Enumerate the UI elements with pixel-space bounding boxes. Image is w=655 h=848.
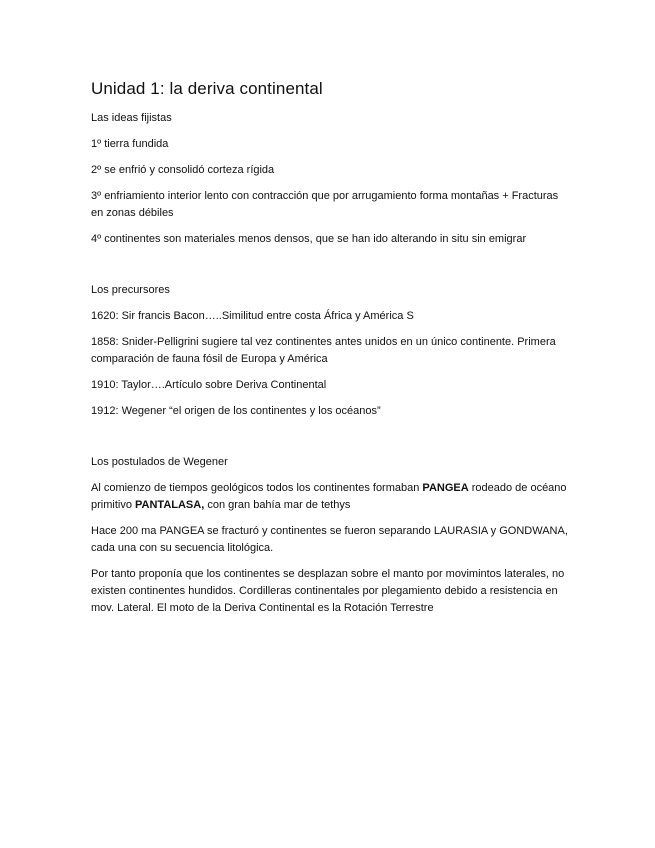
section-precursores <box>91 282 571 420</box>
paragraph-pangea <box>91 480 571 514</box>
document-page <box>91 78 571 626</box>
list-item: 3º enfriamiento interior lento con contracción que por arrugamiento forma montañas + Fracturas en zonas débiles <box>91 190 559 219</box>
text-run: rodeado de océano primitivo <box>91 482 567 511</box>
list-item: 1620: Sir francis Bacon…..Similitud entre costa África y América S <box>91 310 414 322</box>
list-item: 1912: Wegener “el origen de los continentes y los océanos” <box>91 405 381 417</box>
text-run: con gran bahía mar de tethys <box>204 499 351 511</box>
paragraph-conclusion: Por tanto proponía que los continentes se desplazan sobre el manto por movimintos laterales, no existen continentes hundidos. Cordilleras continentales por plegamiento debido a resistencia en mov. Lateral. El moto de la Deriva Continental es la Rotación Terrestre <box>91 568 565 614</box>
list-item: 4º continentes son materiales menos densos, que se han ido alterando in situ sin emigrar <box>91 233 527 245</box>
text-run: Al comienzo de tiempos geológicos todos los continentes formaban <box>91 482 423 494</box>
section-heading: Los precursores <box>91 284 170 296</box>
section-fijistas <box>91 110 571 248</box>
list-item: 2º se enfrió y consolidó corteza rígida <box>91 164 275 176</box>
bold-term-pantalasa: PANTALASA, <box>135 499 205 511</box>
bold-term-pangea: PANGEA <box>422 482 469 494</box>
list-item: 1858: Snider-Pelligrini sugiere tal vez continentes antes unidos en un único continente. Primera comparación de fauna fósil de Europa y América <box>91 336 556 365</box>
list-item: 1910: Taylor….Artículo sobre Deriva Continental <box>91 379 327 391</box>
spacer <box>91 429 571 454</box>
list-item: 1º tierra fundida <box>91 138 169 150</box>
spacer <box>91 257 571 282</box>
section-heading: Los postulados de Wegener <box>91 456 228 468</box>
paragraph-fractura: Hace 200 ma PANGEA se fracturó y continentes se fueron separando LAURASIA y GONDWANA, cada una con su secuencia litológica. <box>91 525 568 554</box>
section-postulados <box>91 454 571 617</box>
page-title: Unidad 1: la deriva continental <box>91 79 323 98</box>
section-heading: Las ideas fijistas <box>91 112 172 124</box>
